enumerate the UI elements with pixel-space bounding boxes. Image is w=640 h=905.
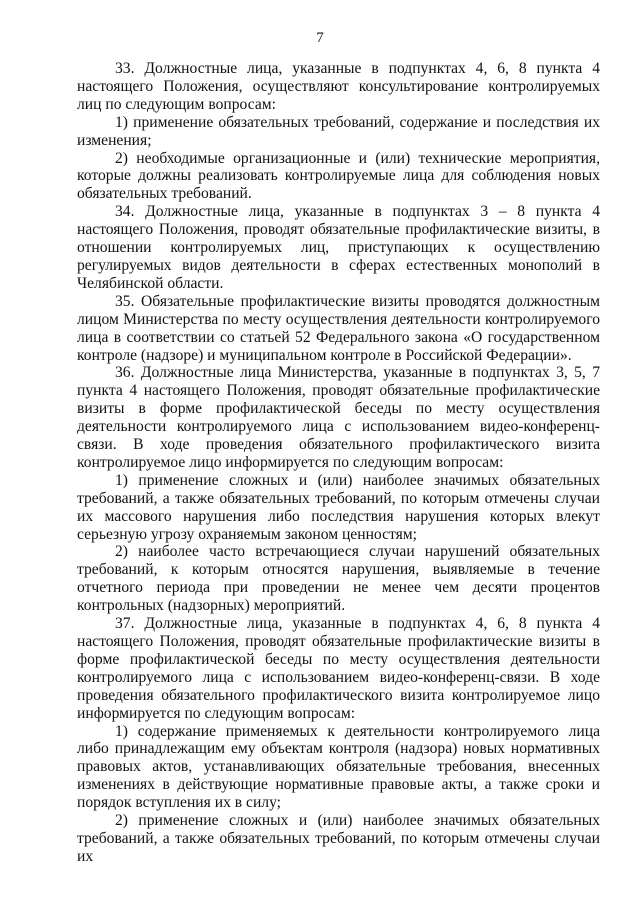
document-body	[77, 60, 600, 866]
list-item-37-1: 1) содержание применяемых к деятельности контролируемого лица либо принадлежащим ему объектам контроля (надзора) новых нормативных правовых актов, устанавливающих обязательные требования, внесенных изменениях в действующие нормативные правовые акты, а также сроки и порядок вступления их в силу;	[77, 722, 600, 812]
paragraph-34: 34. Должностные лица, указанные в подпунктах 3 – 8 пункта 4 настоящего Положения, проводят обязательные профилактические визиты, в отношении контролируемых лиц, приступающих к осуществлению регулируемых видов деятельности в сферах естественных монополий в Челябинской области.	[77, 203, 600, 292]
list-item-33-2: 2) необходимые организационные и (или) технические мероприятия, которые должны реализовать контролируемые лица для соблюдения новых обязательных требований.	[77, 149, 600, 203]
paragraph-37: 37. Должностные лица, указанные в подпунктах 4, 6, 8 пункта 4 настоящего Положения, проводят обязательные профилактические визиты в форме профилактической беседы по месту осуществления деятельности контролируемого лица с использованием видео-конференц-связи. В ходе проведения обязательного профилактического визита контролируемое лицо информируется по следующим вопросам:	[77, 615, 600, 722]
paragraph-36: 36. Должностные лица Министерства, указанные в подпунктах 3, 5, 7 пункта 4 настоящего Положения, проводят обязательные профилактические визиты в форме профилактической беседы по месту осуществления деятельности контролируемого лица с использованием видео-конференц-связи. В ходе проведения обязательного профилактического визита контролируемое лицо информируется по следующим вопросам:	[77, 364, 600, 471]
list-item-37-2: 2) применение сложных и (или) наиболее значимых обязательных требований, а также обязательных требований, по которым отмечены случаи их	[77, 812, 600, 865]
paragraph-33: 33. Должностные лица, указанные в подпунктах 4, 6, 8 пункта 4 настоящего Положения, осуществляют консультирование контролируемых лиц по следующим вопросам:	[77, 60, 600, 113]
list-item-33-1: 1) применение обязательных требований, содержание и последствия их изменения;	[77, 113, 600, 149]
list-item-36-1: 1) применение сложных и (или) наиболее значимых обязательных требований, а также обязательных требований, по которым отмечены случаи их массового нарушения либо последствия нарушения которых влекут серьезную угрозу охраняемым законом ценностям;	[77, 471, 600, 543]
list-item-36-2: 2) наиболее часто встречающиеся случаи нарушений обязательных требований, к которым относятся нарушения, выявляемые в течение отчетного периода при проведении не менее чем десяти процентов контрольных (надзорных) мероприятий.	[77, 543, 600, 615]
paragraph-35: 35. Обязательные профилактические визиты проводятся должностным лицом Министерства по месту осуществления деятельности контролируемого лица в соответствии со статьей 52 Федерального закона «О государственном контроле (надзоре) и муниципальном контроле в Российской Федерации».	[77, 292, 600, 364]
page-number: 7	[316, 30, 324, 46]
